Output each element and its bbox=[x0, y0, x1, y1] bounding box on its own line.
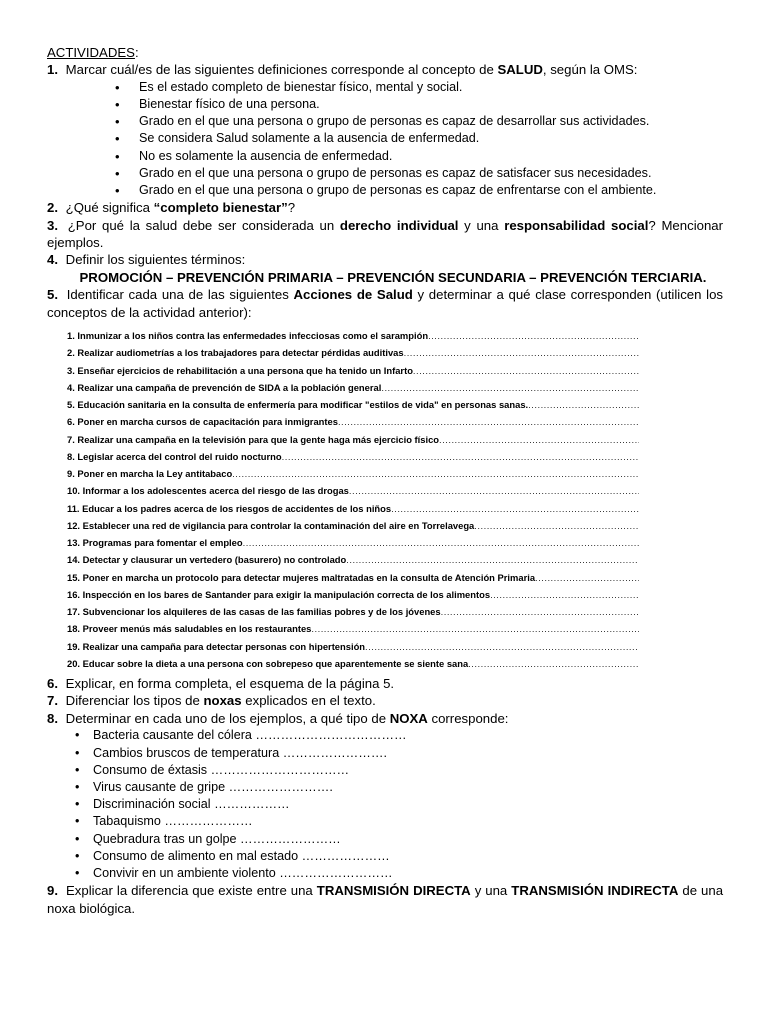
question-5 bbox=[47, 286, 723, 321]
noxa-example: • Tabaquismo ………………… bbox=[93, 813, 723, 830]
question-1 bbox=[47, 61, 723, 78]
question-text: y una bbox=[458, 217, 505, 233]
question-2 bbox=[47, 199, 723, 216]
answer-line bbox=[535, 569, 639, 586]
answer-line bbox=[282, 448, 639, 465]
answer-line bbox=[441, 603, 639, 620]
health-action-item bbox=[67, 431, 639, 448]
health-action-text: 12. Establecer una red de vigilancia para controlar la contaminación del aire en Torrelavega bbox=[67, 519, 475, 531]
question-text: corresponde: bbox=[427, 710, 509, 726]
health-action-item bbox=[67, 517, 639, 534]
answer-line bbox=[428, 327, 639, 344]
health-action-text: 6. Poner en marcha cursos de capacitación para inmigrantes bbox=[67, 416, 338, 428]
question-9 bbox=[47, 882, 723, 917]
answer-line bbox=[490, 586, 639, 603]
health-action-text: 17. Subvencionar los alquileres de las casas de las familias pobres y de los jóvenes bbox=[67, 606, 441, 618]
worksheet-heading bbox=[47, 44, 723, 61]
definition-option: • No es solamente la ausencia de enfermedad. bbox=[139, 148, 723, 165]
answer-line bbox=[439, 431, 639, 448]
worksheet bbox=[47, 44, 723, 917]
question-text: y determinar a qué clase corresponden (utilicen los conceptos de la actividad anterior): bbox=[47, 287, 723, 320]
question-text: Explicar la diferencia que existe entre una bbox=[66, 883, 317, 899]
question-keyword: “completo bienestar” bbox=[153, 200, 288, 216]
health-action-text: 11. Educar a los padres acerca de los riesgos de accidentes de los niños bbox=[67, 502, 392, 514]
answer-line bbox=[346, 551, 639, 568]
noxa-example: • Convivir en un ambiente violento ……………………… bbox=[93, 865, 723, 882]
health-action-item bbox=[67, 534, 639, 551]
health-action-text: 14. Detectar y clausurar un vertedero (basurero) no controlado bbox=[67, 554, 347, 566]
health-action-text: 3. Enseñar ejercicios de rehabilitación a una persona que ha tenido un Infarto bbox=[67, 364, 413, 376]
health-action-item bbox=[67, 344, 639, 361]
definition-option: • Grado en el que una persona o grupo de personas es capaz de desarrollar sus actividades. bbox=[139, 113, 723, 130]
health-action-text: 7. Realizar una campaña en la televisión para que la gente haga más ejercicio físico bbox=[67, 433, 440, 445]
health-action-text: 10. Informar a los adolescentes acerca del riesgo de las drogas bbox=[67, 485, 349, 497]
question-keyword: Acciones de Salud bbox=[293, 287, 413, 303]
answer-line bbox=[468, 655, 639, 672]
question-number: 7. bbox=[47, 693, 58, 709]
question-keyword: TRANSMISIÓN INDIRECTA bbox=[511, 883, 679, 899]
answer-line bbox=[381, 379, 639, 396]
question-8 bbox=[47, 710, 723, 727]
question-text: Diferenciar los tipos de bbox=[65, 693, 204, 709]
health-action-text: 19. Realizar una campaña para detectar personas con hipertensión bbox=[67, 640, 366, 652]
question-6 bbox=[47, 675, 723, 692]
health-action-item bbox=[67, 413, 639, 430]
health-action-text: 2. Realizar audiometrías a los trabajadores para detectar pérdidas auditivas bbox=[67, 347, 404, 359]
question-text: Definir los siguientes términos: bbox=[65, 252, 246, 268]
health-action-item bbox=[67, 603, 639, 620]
question-text: ? Mencionar ejemplos. bbox=[47, 217, 724, 251]
noxa-example: • Quebradura tras un golpe …………………… bbox=[93, 831, 723, 848]
definition-option: • Grado en el que una persona o grupo de personas es capaz de satisfacer sus necesidades. bbox=[139, 165, 723, 182]
health-action-text: 16. Inspección en los bares de Santander para exigir la manipulación correcta de los alimentos bbox=[67, 588, 491, 600]
question-text: , según la OMS: bbox=[542, 62, 638, 78]
health-action-text: 4. Realizar una campaña de prevención de SIDA a la población general bbox=[67, 381, 382, 393]
noxa-examples bbox=[47, 727, 723, 882]
question-text: de una noxa biológica. bbox=[47, 883, 724, 916]
question-text: ? bbox=[287, 200, 296, 216]
question-text: Determinar en cada uno de los ejemplos, a qué tipo de bbox=[65, 710, 390, 726]
title-colon: : bbox=[134, 45, 139, 60]
answer-line bbox=[311, 620, 639, 637]
health-action-item bbox=[67, 362, 639, 379]
question-number: 4. bbox=[47, 252, 58, 268]
health-action-text: 13. Programas para fomentar el empleo bbox=[67, 537, 243, 549]
question-text: explicados en el texto. bbox=[241, 693, 376, 709]
health-action-text: 9. Poner en marcha la Ley antitabaco bbox=[67, 468, 233, 480]
health-action-text: 15. Poner en marcha un protocolo para detectar mujeres maltratadas en la consulta de Atención Primaria bbox=[67, 571, 536, 583]
health-action-item bbox=[67, 655, 639, 672]
answer-line bbox=[404, 344, 639, 361]
noxa-example: • Consumo de éxtasis …………………………… bbox=[93, 762, 723, 779]
health-action-item bbox=[67, 500, 639, 517]
question-keyword: SALUD bbox=[497, 62, 543, 78]
question-text: Explicar, en forma completa, el esquema de la página 5. bbox=[65, 676, 395, 692]
noxa-example: • Bacteria causante del cólera ……………………………… bbox=[93, 727, 723, 744]
question-7 bbox=[47, 692, 723, 709]
health-action-text: 5. Educación sanitaria en la consulta de enfermería para modificar "estilos de vida" en personas sanas. bbox=[67, 399, 529, 411]
question-number: 3. bbox=[47, 217, 58, 233]
question-text: ¿Qué significa bbox=[65, 200, 154, 216]
definition-option: • Es el estado completo de bienestar físico, mental y social. bbox=[139, 79, 723, 96]
question-number: 9. bbox=[47, 883, 58, 899]
noxa-example: • Consumo de alimento en mal estado ………………… bbox=[93, 848, 723, 865]
answer-line bbox=[338, 413, 639, 430]
question-number: 2. bbox=[47, 200, 58, 216]
question-number: 5. bbox=[47, 287, 58, 303]
question-text: Marcar cuál/es de las siguientes definiciones corresponde al concepto de bbox=[65, 62, 498, 78]
noxa-example: • Discriminación social ……………… bbox=[93, 796, 723, 813]
health-action-item bbox=[67, 551, 639, 568]
health-action-text: 8. Legislar acerca del control del ruido nocturno bbox=[67, 450, 282, 462]
health-action-text: 18. Proveer menús más saludables en los restaurantes bbox=[67, 623, 312, 635]
health-action-item bbox=[67, 327, 639, 344]
definition-options bbox=[47, 79, 723, 199]
answer-line bbox=[243, 534, 639, 551]
health-action-item bbox=[67, 396, 639, 413]
health-action-item bbox=[67, 448, 639, 465]
health-action-item bbox=[67, 620, 639, 637]
answer-line bbox=[528, 396, 639, 413]
definition-option: • Bienestar físico de una persona. bbox=[139, 96, 723, 113]
question-text: Identificar cada una de las siguientes bbox=[66, 287, 294, 303]
noxa-example: • Virus causante de gripe ……………………. bbox=[93, 779, 723, 796]
question-3 bbox=[47, 217, 723, 252]
health-action-item bbox=[67, 569, 639, 586]
answer-line bbox=[474, 517, 639, 534]
question-keyword: NOXA bbox=[389, 710, 428, 726]
question-keyword: derecho individual bbox=[339, 217, 459, 233]
prevention-terms: PROMOCIÓN – PREVENCIÓN PRIMARIA – PREVENCIÓN SECUNDARIA – PREVENCIÓN TERCIARIA. bbox=[79, 269, 707, 285]
definition-option: • Grado en el que una persona o grupo de personas es capaz de enfrentarse con el ambiente. bbox=[139, 182, 723, 199]
health-action-item bbox=[67, 638, 639, 655]
health-action-text: 20. Educar sobre la dieta a una persona con sobrepeso que aparentemente se siente sana bbox=[67, 657, 469, 669]
worksheet-title: ACTIVIDADES bbox=[47, 45, 135, 60]
question-4 bbox=[47, 251, 723, 268]
question-number: 6. bbox=[47, 676, 58, 692]
noxa-example: • Cambios bruscos de temperatura ……………………. bbox=[93, 745, 723, 762]
question-number: 8. bbox=[47, 710, 58, 726]
answer-line bbox=[391, 500, 639, 517]
answer-line bbox=[232, 465, 639, 482]
answer-line bbox=[413, 362, 639, 379]
health-action-item bbox=[67, 482, 639, 499]
health-action-item bbox=[67, 465, 639, 482]
health-action-item bbox=[67, 586, 639, 603]
question-number: 1. bbox=[47, 62, 58, 78]
question-text: ¿Por qué la salud debe ser considerada un bbox=[67, 217, 340, 233]
question-keyword: responsabilidad social bbox=[504, 217, 649, 233]
definition-option: • Se considera Salud solamente a la ausencia de enfermedad. bbox=[139, 130, 723, 147]
question-keyword: noxas bbox=[203, 693, 242, 709]
answer-line bbox=[349, 482, 639, 499]
answer-line bbox=[365, 638, 639, 655]
question-keyword: TRANSMISIÓN DIRECTA bbox=[316, 883, 471, 899]
question-text: y una bbox=[470, 883, 512, 899]
health-action-text: 1. Inmunizar a los niños contra las enfermedades infecciosas como el sarampión bbox=[67, 330, 429, 342]
health-action-item bbox=[67, 379, 639, 396]
health-actions-list bbox=[67, 327, 639, 672]
